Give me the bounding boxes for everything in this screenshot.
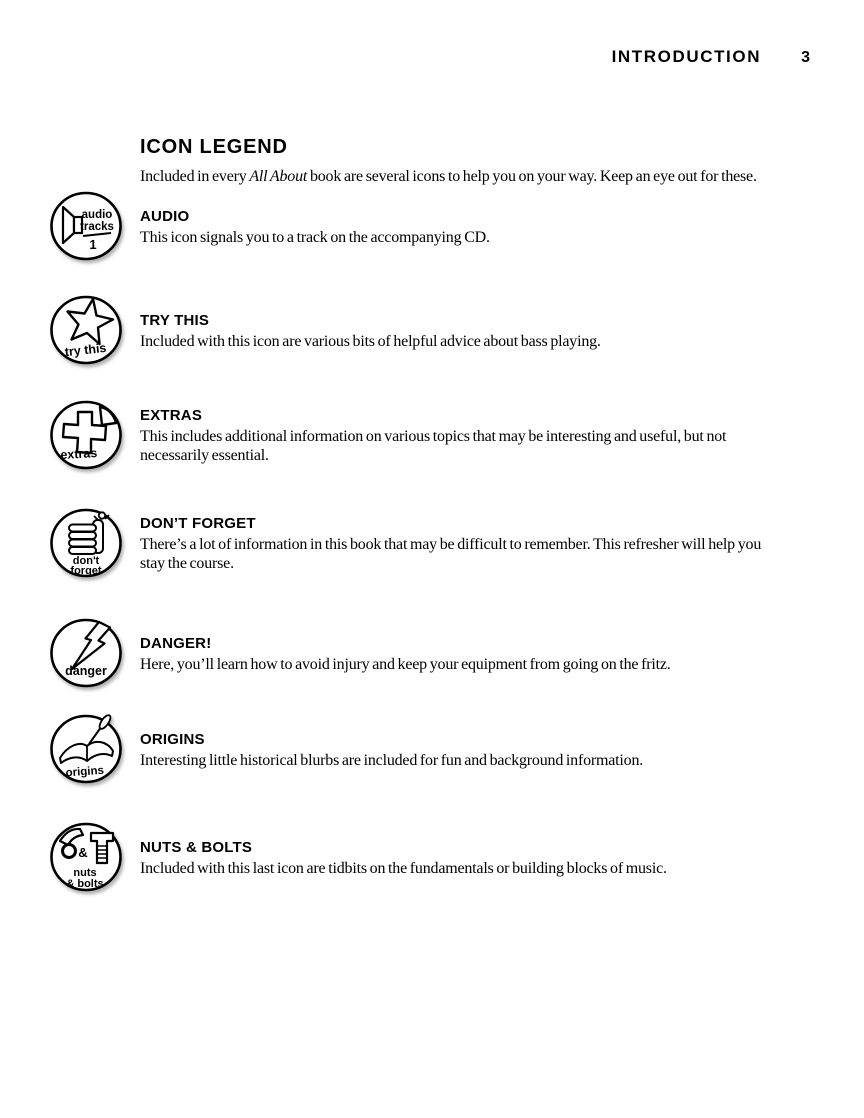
entry-body-audio: This icon signals you to a track on the accompanying CD.	[140, 228, 490, 246]
extras-icon-label: extras	[60, 446, 98, 462]
entry-heading-origins: ORIGINS	[140, 730, 205, 748]
page-number: 3	[801, 49, 810, 66]
legend-entry-audio	[80, 190, 768, 264]
legend-entry-try-this	[64, 294, 768, 368]
nuts-bolts-icon-label-1: nuts	[73, 867, 97, 879]
danger-icon-label: danger	[65, 664, 107, 678]
audio-tracks-icon	[48, 190, 126, 264]
legend-entry-danger	[65, 617, 768, 691]
legend-entry-nuts-bolts	[66, 821, 768, 895]
try-this-icon-label: try this	[64, 340, 108, 360]
intro-book-series-name: All About	[249, 168, 308, 185]
legend-entry-origins	[65, 713, 768, 787]
legend-entry-dont-forget	[70, 507, 768, 581]
entry-body-dont-forget: There’s a lot of information in this book that may be difficult to remember. This refresher will help you stay the course.	[140, 536, 762, 572]
entry-body-danger: Here, you’ll learn how to avoid injury and keep your equipment from going on the fritz.	[140, 655, 671, 673]
dont-forget-string-finger-icon	[48, 507, 126, 581]
entry-heading-audio: AUDIO	[140, 207, 190, 225]
entry-body-nuts-bolts: Included with this last icon are tidbits on the fundamentals or building blocks of music.	[140, 859, 667, 877]
origins-quill-book-icon	[48, 713, 126, 787]
entry-body-extras: This includes additional information on various topics that may be interesting and useful, but not necessarily essential.	[140, 428, 727, 464]
entry-body-origins: Interesting little historical blurbs are included for fun and background information.	[140, 751, 644, 769]
entry-heading-try-this: TRY THIS	[140, 311, 210, 329]
entry-heading-nuts-bolts: NUTS & BOLTS	[140, 838, 253, 856]
dont-forget-icon-label-2: forget	[70, 565, 102, 577]
entry-heading-extras: EXTRAS	[140, 407, 203, 424]
intro-paragraph	[140, 167, 768, 186]
intro-text-pre: Included in every	[140, 168, 250, 185]
content-column	[60, 136, 768, 895]
svg-text:&: &	[78, 845, 88, 860]
entry-heading-dont-forget: DON’T FORGET	[140, 515, 256, 532]
nuts-and-bolts-icon	[48, 821, 126, 895]
entry-body-try-this: Included with this icon are various bits of helpful advice about bass playing.	[140, 332, 601, 350]
page-title: ICON LEGEND	[140, 136, 288, 158]
audio-icon-label-3: 1	[89, 237, 97, 252]
nuts-bolts-icon-label-2: & bolts	[66, 878, 104, 890]
entry-heading-danger: DANGER!	[140, 634, 212, 652]
danger-lightning-icon	[48, 617, 126, 691]
try-this-star-icon	[48, 294, 126, 368]
header-section-title: INTRODUCTION	[611, 47, 762, 66]
extras-plus-icon	[48, 399, 126, 473]
origins-icon-label: origins	[65, 764, 105, 780]
audio-icon-label-1: audio	[81, 209, 113, 221]
dont-forget-icon-label-1: don't	[72, 555, 100, 567]
intro-text-post: book are several icons to help you on your way. Keep an eye out for these.	[307, 168, 757, 185]
icon-legend-list	[60, 190, 768, 895]
legend-entry-extras	[60, 399, 768, 473]
running-header	[0, 47, 810, 67]
audio-icon-label-2: tracks	[80, 221, 114, 233]
